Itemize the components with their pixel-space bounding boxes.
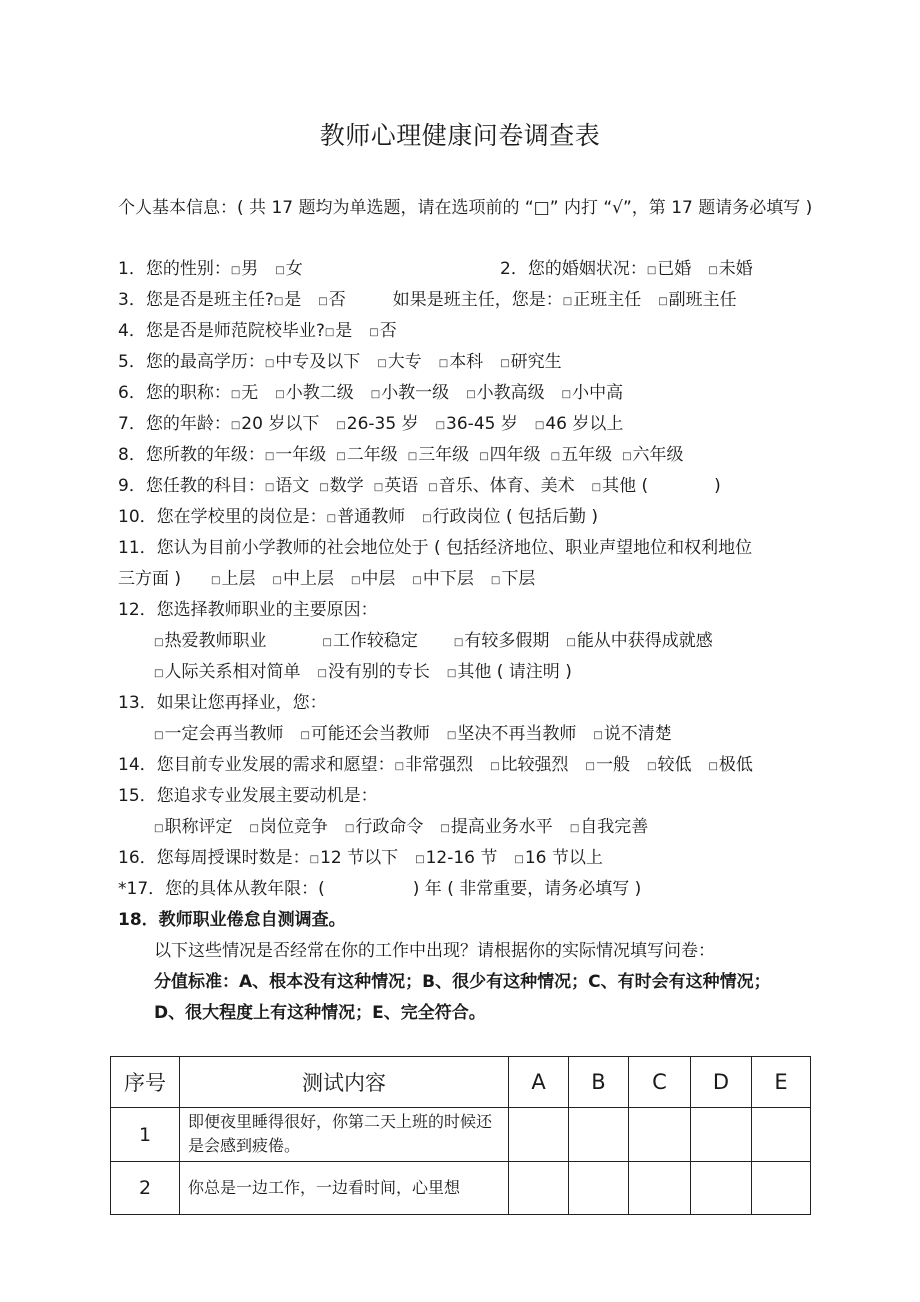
question-label: 6．您的职称： bbox=[118, 383, 231, 403]
q18-scale-line-2: D、很大程度上有这种情况；E、完全符合。 bbox=[154, 1003, 486, 1023]
question-1 bbox=[118, 254, 818, 285]
question-label: *17．您的具体从教年限：( bbox=[118, 879, 325, 899]
checkbox-icon[interactable]: □ bbox=[514, 854, 524, 865]
checkbox-icon[interactable]: □ bbox=[646, 265, 657, 276]
checkbox-icon[interactable]: □ bbox=[647, 761, 657, 772]
option[interactable]: □人际关系相对简单 bbox=[154, 662, 301, 682]
option[interactable]: □五年级 bbox=[550, 445, 613, 465]
option[interactable]: □中层 bbox=[350, 569, 396, 589]
checkbox-icon[interactable]: □ bbox=[322, 637, 332, 648]
header-b: B bbox=[569, 1057, 629, 1108]
option[interactable]: □未婚 bbox=[708, 259, 753, 279]
option[interactable]: □否 bbox=[369, 321, 397, 341]
option[interactable]: □一般 bbox=[585, 755, 630, 775]
option[interactable]: □说不清楚 bbox=[593, 724, 672, 744]
header-content: 测试内容 bbox=[180, 1057, 509, 1108]
checkbox-icon[interactable]: □ bbox=[708, 761, 718, 772]
q18-scale-line-1: 分值标准：A、根本没有这种情况；B、很少有这种情况；C、有时会有这种情况； bbox=[154, 972, 771, 992]
question-label: 3．您是否是班主任? bbox=[118, 290, 274, 310]
checkbox-icon[interactable]: □ bbox=[658, 296, 668, 307]
option[interactable]: □可能还会当教师 bbox=[300, 724, 430, 744]
option-other[interactable]: □其他 ( ) bbox=[591, 476, 721, 496]
option[interactable]: □男 bbox=[230, 259, 259, 279]
option[interactable]: □较低 bbox=[647, 755, 692, 775]
option[interactable]: □六年级 bbox=[622, 445, 684, 465]
checkbox-icon[interactable]: □ bbox=[326, 513, 337, 524]
checkbox-icon[interactable]: □ bbox=[585, 761, 595, 772]
question-label-continued: 三方面 ) bbox=[118, 569, 182, 589]
option[interactable]: □热爱教师职业 bbox=[154, 631, 267, 651]
option[interactable]: □一年级 bbox=[264, 445, 327, 465]
question-label: 13．如果让您再择业，您： bbox=[118, 693, 327, 713]
question-label: 15．您追求专业发展主要动机是： bbox=[118, 786, 378, 806]
row-index: 2 bbox=[111, 1162, 180, 1215]
table-row bbox=[111, 1108, 811, 1162]
option[interactable]: □大专 bbox=[377, 352, 422, 372]
answer-cell-e[interactable] bbox=[752, 1108, 811, 1162]
answer-cell-d[interactable] bbox=[691, 1108, 752, 1162]
question-11 bbox=[118, 533, 752, 564]
question-label: 5．您的最高学历： bbox=[118, 352, 265, 372]
question-14 bbox=[118, 750, 753, 781]
option[interactable]: □16 节以上 bbox=[514, 848, 603, 868]
row-content: 你总是一边工作，一边看时间，心里想 bbox=[180, 1162, 509, 1215]
option[interactable]: □小中高 bbox=[561, 383, 624, 403]
checkbox-icon[interactable]: □ bbox=[344, 823, 355, 834]
question-13-options bbox=[154, 719, 689, 750]
checkbox-icon[interactable]: □ bbox=[336, 420, 346, 431]
checkbox-icon[interactable]: □ bbox=[264, 482, 275, 493]
checkbox-icon[interactable]: □ bbox=[500, 358, 510, 369]
option[interactable]: □数学 bbox=[319, 476, 364, 496]
question-9 bbox=[118, 471, 721, 502]
checkbox-icon[interactable]: □ bbox=[412, 575, 422, 586]
checkbox-icon[interactable]: □ bbox=[453, 637, 464, 648]
checkbox-icon[interactable]: □ bbox=[479, 451, 489, 462]
checkbox-icon[interactable]: □ bbox=[309, 854, 320, 865]
option[interactable]: □英语 bbox=[373, 476, 419, 496]
row-index: 1 bbox=[111, 1108, 180, 1162]
option[interactable]: □副班主任 bbox=[658, 290, 737, 310]
option[interactable]: □26-35 岁 bbox=[336, 414, 419, 434]
checkbox-icon[interactable]: □ bbox=[569, 823, 580, 834]
checkbox-icon[interactable]: □ bbox=[422, 513, 432, 524]
checkbox-icon[interactable]: □ bbox=[394, 761, 405, 772]
option[interactable]: □能从中获得成就感 bbox=[566, 631, 713, 651]
option[interactable]: □没有别的专长 bbox=[317, 662, 430, 682]
answer-cell-a[interactable] bbox=[509, 1162, 569, 1215]
checkbox-icon[interactable]: □ bbox=[490, 575, 501, 586]
option[interactable]: □本科 bbox=[438, 352, 484, 372]
checkbox-icon[interactable]: □ bbox=[275, 389, 285, 400]
option[interactable]: □二年级 bbox=[336, 445, 398, 465]
option[interactable]: □岗位竞争 bbox=[249, 817, 328, 837]
checkbox-icon[interactable]: □ bbox=[273, 296, 284, 307]
option[interactable]: □其他 ( 请注明 ) bbox=[446, 662, 572, 682]
question-15-options bbox=[154, 812, 665, 843]
answer-cell-b[interactable] bbox=[569, 1162, 629, 1215]
checkbox-icon[interactable]: □ bbox=[435, 420, 446, 431]
checkbox-icon[interactable]: □ bbox=[230, 420, 241, 431]
option[interactable]: □36-45 岁 bbox=[435, 414, 518, 434]
option[interactable]: □下层 bbox=[490, 569, 536, 589]
option[interactable]: □小教一级 bbox=[370, 383, 450, 403]
page-title: 教师心理健康问卷调查表 bbox=[319, 121, 601, 150]
option[interactable]: □否 bbox=[318, 290, 346, 310]
question-label: 9．您任教的科目： bbox=[118, 476, 265, 496]
checkbox-icon[interactable]: □ bbox=[440, 823, 450, 834]
answer-cell-a[interactable] bbox=[509, 1108, 569, 1162]
option[interactable]: □中上层 bbox=[272, 569, 334, 589]
row-content: 即便夜里睡得很好，你第二天上班的时候还是会感到疲倦。 bbox=[180, 1108, 509, 1162]
checkbox-icon[interactable]: □ bbox=[591, 482, 602, 493]
checkbox-icon[interactable]: □ bbox=[566, 637, 576, 648]
checkbox-icon[interactable]: □ bbox=[154, 637, 164, 648]
question-label: 12．您选择教师职业的主要原因： bbox=[118, 600, 378, 620]
checkbox-icon[interactable]: □ bbox=[561, 389, 572, 400]
checkbox-icon[interactable]: □ bbox=[154, 730, 164, 741]
option[interactable]: □研究生 bbox=[500, 352, 562, 372]
option[interactable]: □已婚 bbox=[646, 259, 692, 279]
checkbox-icon[interactable]: □ bbox=[446, 730, 457, 741]
question-7 bbox=[118, 409, 640, 440]
option[interactable]: □12 节以下 bbox=[309, 848, 399, 868]
answer-cell-b[interactable] bbox=[569, 1108, 629, 1162]
checkbox-icon[interactable]: □ bbox=[249, 823, 259, 834]
header-c: C bbox=[629, 1057, 691, 1108]
question-label: 8．您所教的年级： bbox=[118, 445, 265, 465]
header-index: 序号 bbox=[111, 1057, 180, 1108]
answer-cell-c[interactable] bbox=[629, 1108, 691, 1162]
checkbox-icon[interactable]: □ bbox=[275, 265, 285, 276]
checkbox-icon[interactable]: □ bbox=[272, 575, 282, 586]
option[interactable]: □普通教师 bbox=[326, 507, 406, 527]
question-5 bbox=[118, 347, 579, 378]
option[interactable]: □是 bbox=[324, 321, 353, 341]
checkbox-icon[interactable]: □ bbox=[336, 451, 346, 462]
question-4 bbox=[118, 316, 414, 347]
option[interactable]: □小教高级 bbox=[466, 383, 545, 403]
checkbox-icon[interactable]: □ bbox=[350, 575, 361, 586]
checkbox-icon[interactable]: □ bbox=[373, 482, 384, 493]
checkbox-icon[interactable]: □ bbox=[319, 482, 329, 493]
option[interactable]: □是 bbox=[273, 290, 302, 310]
option[interactable]: □女 bbox=[275, 259, 303, 279]
question-label: 14．您目前专业发展的需求和愿望： bbox=[118, 755, 395, 775]
checkbox-icon[interactable]: □ bbox=[415, 854, 425, 865]
option[interactable]: □自我完善 bbox=[569, 817, 649, 837]
question-10 bbox=[118, 502, 615, 533]
option[interactable]: □工作较稳定 bbox=[322, 631, 418, 651]
option[interactable]: □无 bbox=[230, 383, 259, 403]
header-e: E bbox=[752, 1057, 811, 1108]
question-16 bbox=[118, 843, 620, 874]
follow-up-label: 如果是班主任，您是： bbox=[392, 290, 563, 310]
question-label: 4．您是否是师范院校毕业? bbox=[118, 321, 325, 341]
checkbox-icon[interactable]: □ bbox=[317, 668, 327, 679]
checkbox-icon[interactable]: □ bbox=[369, 327, 379, 338]
option[interactable]: □坚决不再当教师 bbox=[446, 724, 577, 744]
checkbox-icon[interactable]: □ bbox=[466, 389, 476, 400]
checkbox-icon[interactable]: □ bbox=[264, 358, 275, 369]
question-18: 18．教师职业倦怠自测调查。 bbox=[118, 910, 346, 930]
question-label: 11．您认为目前小学教师的社会地位处于 ( 包括经济地位、职业声望地位和权利地位 bbox=[118, 538, 753, 558]
option[interactable]: □职称评定 bbox=[154, 817, 233, 837]
answer-cell-c[interactable] bbox=[629, 1162, 691, 1215]
question-12-row-1 bbox=[154, 626, 730, 657]
option[interactable]: □音乐、体育、美术 bbox=[428, 476, 575, 496]
checkbox-icon[interactable]: □ bbox=[230, 265, 241, 276]
answer-cell-d[interactable] bbox=[691, 1162, 752, 1215]
question-6 bbox=[118, 378, 640, 409]
checkbox-icon[interactable]: □ bbox=[154, 668, 164, 679]
question-label: 10．您在学校里的岗位是： bbox=[118, 507, 327, 527]
option[interactable]: □中下层 bbox=[412, 569, 474, 589]
question-3 bbox=[118, 285, 754, 316]
checkbox-icon[interactable]: □ bbox=[428, 482, 438, 493]
option[interactable]: □语文 bbox=[264, 476, 310, 496]
header-d: D bbox=[691, 1057, 752, 1108]
checkbox-icon[interactable]: □ bbox=[377, 358, 387, 369]
question-13 bbox=[118, 688, 327, 719]
table-header-row bbox=[111, 1057, 811, 1108]
option[interactable]: □正班主任 bbox=[562, 290, 642, 310]
option[interactable]: □三年级 bbox=[407, 445, 470, 465]
option[interactable]: □小教二级 bbox=[275, 383, 354, 403]
question-12 bbox=[118, 595, 378, 626]
checkbox-icon[interactable]: □ bbox=[264, 451, 275, 462]
option[interactable]: □20 岁以下 bbox=[230, 414, 320, 434]
option[interactable]: □12-16 节 bbox=[415, 848, 498, 868]
checkbox-icon[interactable]: □ bbox=[550, 451, 561, 462]
option[interactable]: □行政岗位 ( 包括后勤 ) bbox=[422, 507, 599, 527]
option[interactable]: □行政命令 bbox=[344, 817, 424, 837]
checkbox-icon[interactable]: □ bbox=[708, 265, 718, 276]
option[interactable]: □非常强烈 bbox=[394, 755, 474, 775]
checkbox-icon[interactable]: □ bbox=[211, 575, 221, 586]
checkbox-icon[interactable]: □ bbox=[318, 296, 328, 307]
intro-text: 个人基本信息：( 共 17 题均为单选题，请在选项前的 “□” 内打 “√”，第 17 题请务必填写 ) bbox=[118, 198, 813, 218]
question-15 bbox=[118, 781, 378, 812]
question-8 bbox=[118, 440, 694, 471]
option[interactable]: □极低 bbox=[708, 755, 753, 775]
checkbox-icon[interactable]: □ bbox=[622, 451, 632, 462]
header-a: A bbox=[509, 1057, 569, 1108]
checkbox-icon[interactable]: □ bbox=[230, 389, 241, 400]
question-2 bbox=[500, 254, 770, 287]
option[interactable]: □有较多假期 bbox=[453, 631, 550, 651]
checkbox-icon[interactable]: □ bbox=[446, 668, 457, 679]
question-label: 16．您每周授课时数是： bbox=[118, 848, 310, 868]
question-11-options bbox=[118, 564, 552, 595]
question-label: 1．您的性别： bbox=[118, 259, 231, 279]
q18-instruction: 以下这些情况是否经常在你的工作中出现？请根据你的实际情况填写问卷： bbox=[154, 941, 715, 961]
answer-cell-e[interactable] bbox=[752, 1162, 811, 1215]
question-12-row-2 bbox=[154, 657, 589, 688]
checkbox-icon[interactable]: □ bbox=[438, 358, 449, 369]
question-label: 2．您的婚姻状况： bbox=[500, 259, 647, 279]
question-17 bbox=[118, 874, 641, 905]
question-suffix: ) 年 ( 非常重要，请务必填写 ) bbox=[412, 879, 642, 899]
burnout-table bbox=[110, 1056, 811, 1215]
option[interactable]: □中专及以下 bbox=[264, 352, 361, 372]
option[interactable]: □46 岁以上 bbox=[534, 414, 624, 434]
checkbox-icon[interactable]: □ bbox=[490, 761, 500, 772]
checkbox-icon[interactable]: □ bbox=[300, 730, 310, 741]
checkbox-icon[interactable]: □ bbox=[154, 823, 164, 834]
checkbox-icon[interactable]: □ bbox=[534, 420, 545, 431]
option[interactable]: □一定会再当教师 bbox=[154, 724, 284, 744]
checkbox-icon[interactable]: □ bbox=[407, 451, 418, 462]
option[interactable]: □比较强烈 bbox=[490, 755, 569, 775]
question-label: 7．您的年龄： bbox=[118, 414, 231, 434]
option[interactable]: □提高业务水平 bbox=[440, 817, 553, 837]
checkbox-icon[interactable]: □ bbox=[370, 389, 381, 400]
table-row bbox=[111, 1162, 811, 1215]
checkbox-icon[interactable]: □ bbox=[562, 296, 573, 307]
checkbox-icon[interactable]: □ bbox=[324, 327, 335, 338]
checkbox-icon[interactable]: □ bbox=[593, 730, 603, 741]
option[interactable]: □上层 bbox=[211, 569, 256, 589]
option[interactable]: □四年级 bbox=[479, 445, 541, 465]
